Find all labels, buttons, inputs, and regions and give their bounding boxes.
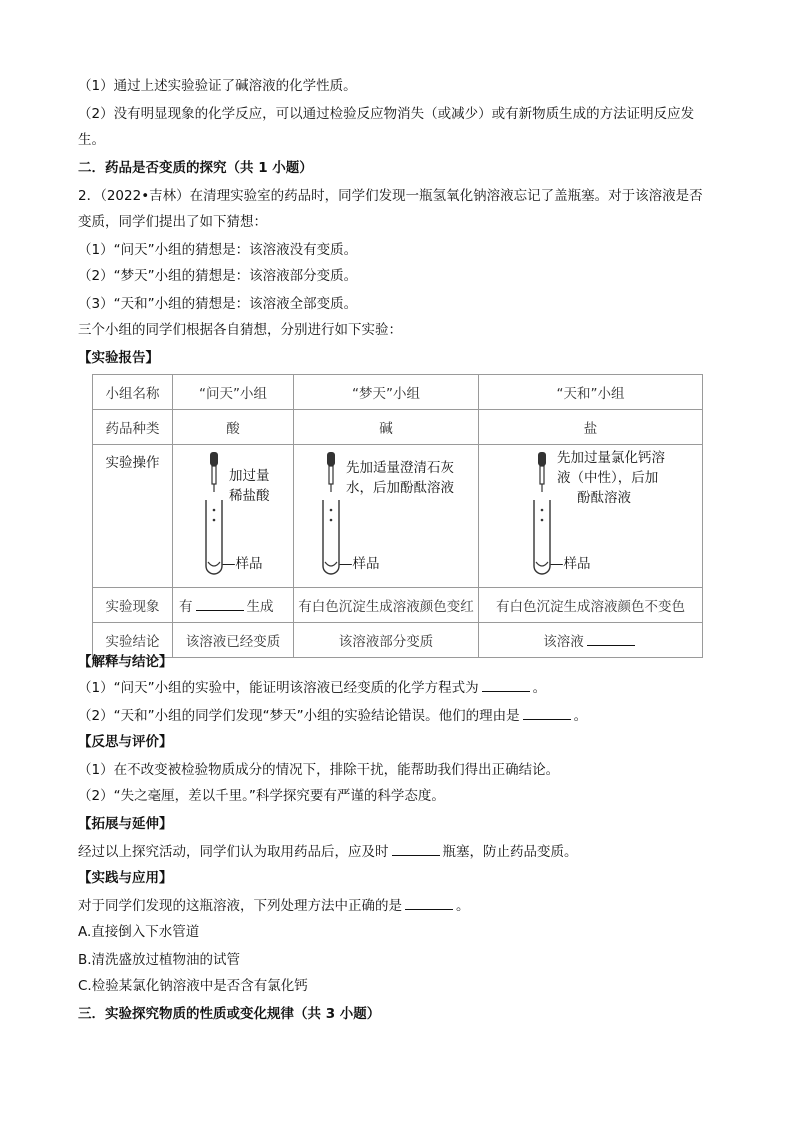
extend-title: 【拓展与延伸】 — [78, 816, 173, 832]
explain-title: 【解释与结论】 — [78, 654, 173, 670]
answer-blank[interactable] — [482, 679, 530, 692]
sample-label-mengtian: —样品 — [339, 556, 380, 572]
row-label-kind: 药品种类 — [93, 410, 173, 445]
kind-base: 碱 — [294, 410, 479, 445]
question-2-line-1: 2．（2022•吉林）在清理实验室的药品时，同学们发现一瓶氢氧化钠溶液忘记了盖瓶塞。对于该溶液是否 — [78, 188, 703, 204]
report-title: 【实验报告】 — [78, 350, 159, 366]
operation-tianhe-text-3: 酚酞溶液 — [577, 490, 631, 506]
conclusion-wentian: 该溶液已经变质 — [173, 623, 294, 658]
phenomenon-mengtian: 有白色沉淀生成溶液颜色变红 — [294, 588, 479, 623]
operation-mengtian-text-1: 先加适量澄清石灰 — [346, 460, 454, 476]
conclusion-mengtian: 该溶液部分变质 — [294, 623, 479, 658]
phenomenon-wentian: 有 生成 — [173, 588, 294, 623]
option-a: A.直接倒入下水管道 — [78, 924, 200, 940]
intro-paragraph-2-cont: 生。 — [78, 132, 105, 148]
kind-acid: 酸 — [173, 410, 294, 445]
operation-wentian — [173, 445, 294, 588]
row-label-operation: 实验操作 — [93, 445, 173, 588]
table-row-group-name — [93, 375, 703, 410]
group-wentian: “问天”小组 — [173, 375, 294, 410]
kind-salt: 盐 — [479, 410, 703, 445]
answer-blank[interactable] — [523, 707, 571, 720]
answer-blank[interactable] — [587, 633, 635, 646]
experiment-lead: 三个小组的同学们根据各自猜想，分别进行如下实验： — [78, 322, 402, 338]
option-c: C.检验某氯化钠溶液中是否含有氯化钙 — [78, 978, 308, 994]
operation-wentian-text-2: 稀盐酸 — [229, 488, 270, 504]
reflect-1: （1）在不改变被检验物质成分的情况下，排除干扰，能帮助我们得出正确结论。 — [78, 762, 560, 778]
row-label-group: 小组名称 — [93, 375, 173, 410]
table-row-kind — [93, 410, 703, 445]
operation-tianhe-text-2: 液（中性），后加 — [557, 470, 659, 486]
guess-2: （2）“梦天”小组的猜想是：该溶液部分变质。 — [78, 268, 358, 284]
guess-3: （3）“天和”小组的猜想是：该溶液全部变质。 — [78, 296, 358, 312]
table-row-operation — [93, 445, 703, 588]
guess-1: （1）“问天”小组的猜想是：该溶液没有变质。 — [78, 242, 358, 258]
row-label-phenomenon: 实验现象 — [93, 588, 173, 623]
group-tianhe: “天和”小组 — [479, 375, 703, 410]
answer-blank[interactable] — [405, 897, 453, 910]
reflect-title: 【反思与评价】 — [78, 734, 173, 750]
operation-tianhe — [479, 445, 703, 588]
answer-blank[interactable] — [196, 598, 244, 611]
table-row-conclusion — [93, 623, 703, 658]
table-row-phenomenon — [93, 588, 703, 623]
section-2-heading: 二．药品是否变质的探究（共 1 小题） — [78, 160, 313, 176]
sample-label-wentian: —样品 — [222, 556, 263, 572]
intro-paragraph-1: （1）通过上述实验验证了碱溶液的化学性质。 — [78, 78, 357, 94]
sample-label-tianhe: —样品 — [550, 556, 591, 572]
intro-paragraph-2: （2）没有明显现象的化学反应，可以通过检验反应物消失（或减少）或有新物质生成的方法证明反应发 — [78, 106, 695, 122]
extend-question: 经过以上探究活动，同学们认为取用药品后，应及时 瓶塞，防止药品变质。 — [78, 844, 578, 860]
experiment-report-table — [92, 374, 703, 658]
operation-wentian-text-1: 加过量 — [229, 468, 270, 484]
practice-title: 【实践与应用】 — [78, 870, 173, 886]
operation-tianhe-text-1: 先加过量氯化钙溶 — [557, 450, 665, 466]
option-b: B.清洗盛放过植物油的试管 — [78, 952, 241, 968]
group-mengtian: “梦天”小组 — [294, 375, 479, 410]
conclusion-tianhe: 该溶液 — [479, 623, 703, 658]
question-2-line-2: 变质，同学们提出了如下猜想： — [78, 214, 267, 230]
answer-blank[interactable] — [392, 843, 440, 856]
row-label-conclusion: 实验结论 — [93, 623, 173, 658]
operation-mengtian — [294, 445, 479, 588]
phenomenon-tianhe: 有白色沉淀生成溶液颜色不变色 — [479, 588, 703, 623]
section-3-heading: 三．实验探究物质的性质或变化规律（共 3 小题） — [78, 1006, 381, 1022]
practice-question: 对于同学们发现的这瓶溶液，下列处理方法中正确的是 。 — [78, 898, 470, 914]
explain-1: （1）“问天”小组的实验中，能证明该溶液已经变质的化学方程式为 。 — [78, 680, 547, 696]
operation-mengtian-text-2: 水，后加酚酞溶液 — [346, 480, 454, 496]
reflect-2: （2）“失之毫厘，差以千里。”科学探究要有严谨的科学态度。 — [78, 788, 445, 804]
explain-2: （2）“天和”小组的同学们发现“梦天”小组的实验结论错误。他们的理由是 。 — [78, 708, 588, 724]
